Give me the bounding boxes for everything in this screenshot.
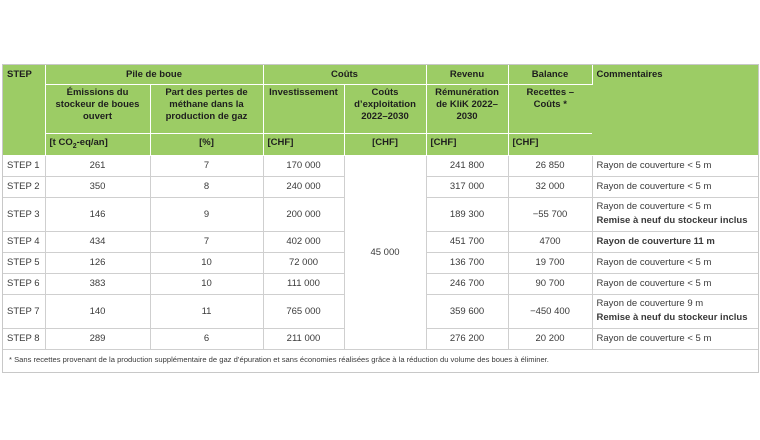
- cell-invest: 402 000: [263, 231, 344, 252]
- cell-comment: Rayon de couverture < 5 m: [592, 328, 758, 349]
- cell-remun: 359 600: [426, 294, 508, 328]
- header-group-couts: Coûts: [263, 65, 426, 85]
- header-part-pertes: Part des pertes de méthane dans la production de gaz: [150, 85, 263, 134]
- cell-comment: Rayon de couverture 11 m: [592, 231, 758, 252]
- cell-balance: 26 850: [508, 155, 592, 176]
- cell-emissions: 350: [45, 176, 150, 197]
- cell-comment: Rayon de couverture < 5 m: [592, 252, 758, 273]
- cell-comment: [592, 197, 758, 231]
- cell-remun: 451 700: [426, 231, 508, 252]
- unit-chf-exploitation: [CHF]: [344, 134, 426, 156]
- comment-line: Rayon de couverture < 5 m: [596, 201, 712, 213]
- cell-emissions: 383: [45, 273, 150, 294]
- header-recettes: Recettes – Coûts *: [508, 85, 592, 134]
- cell-remun: 276 200: [426, 328, 508, 349]
- cell-remun: 189 300: [426, 197, 508, 231]
- cell-emissions: 261: [45, 155, 150, 176]
- cell-emissions: 146: [45, 197, 150, 231]
- header-step: STEP: [3, 65, 45, 155]
- cell-comment: Rayon de couverture < 5 m: [592, 155, 758, 176]
- cell-balance: 90 700: [508, 273, 592, 294]
- unit-chf-remuneration: [CHF]: [426, 134, 508, 156]
- cell-pct: 10: [150, 273, 263, 294]
- cell-comment: Rayon de couverture < 5 m: [592, 273, 758, 294]
- header-group-revenu: Revenu: [426, 65, 508, 85]
- comment-line-bold: Remise à neuf du stockeur inclus: [596, 215, 748, 227]
- cell-remun: 241 800: [426, 155, 508, 176]
- cell-step: STEP 2: [3, 176, 45, 197]
- table-footnote: * Sans recettes provenant de la production supplémentaire de gaz d’épuration et sans économies réalisées grâce à la réduction du volume des boues à éliminer.: [9, 355, 549, 364]
- cell-couts-exploitation-merged: 45 000: [344, 155, 426, 349]
- header-group-balance: Balance: [508, 65, 592, 85]
- cell-balance: 20 200: [508, 328, 592, 349]
- cell-emissions: 434: [45, 231, 150, 252]
- unit-chf-balance: [CHF]: [508, 134, 592, 156]
- cell-pct: 7: [150, 155, 263, 176]
- cell-emissions: 140: [45, 294, 150, 328]
- header-commentaires: Commentaires: [592, 65, 758, 155]
- cell-step: STEP 4: [3, 231, 45, 252]
- cell-remun: 136 700: [426, 252, 508, 273]
- unit-emissions: [t $CO_2-eq/an$]: [45, 134, 150, 156]
- header-couts-exploitation: Coûts d’exploitation 2022–2030: [344, 85, 426, 134]
- header-remuneration: Rémunération de KliK 2022–2030: [426, 85, 508, 134]
- cell-step: STEP 6: [3, 273, 45, 294]
- unit-chf-invest: [CHF]: [263, 134, 344, 156]
- cell-step: STEP 3: [3, 197, 45, 231]
- header-investissement: Investissement: [263, 85, 344, 134]
- unit-pct: [%]: [150, 134, 263, 156]
- step-comparison-table: [3, 65, 758, 350]
- cell-emissions: 126: [45, 252, 150, 273]
- cell-step: STEP 5: [3, 252, 45, 273]
- cell-invest: 72 000: [263, 252, 344, 273]
- cell-balance: 32 000: [508, 176, 592, 197]
- cell-step: STEP 1: [3, 155, 45, 176]
- cell-invest: 200 000: [263, 197, 344, 231]
- cell-invest: 765 000: [263, 294, 344, 328]
- cell-balance: 19 700: [508, 252, 592, 273]
- cell-remun: 317 000: [426, 176, 508, 197]
- comment-line: Rayon de couverture 9 m: [596, 298, 704, 310]
- table-row: [3, 155, 758, 176]
- cell-pct: 9: [150, 197, 263, 231]
- cell-step: STEP 7: [3, 294, 45, 328]
- cell-balance: 4700: [508, 231, 592, 252]
- cell-balance: −450 400: [508, 294, 592, 328]
- cell-invest: 240 000: [263, 176, 344, 197]
- cell-remun: 246 700: [426, 273, 508, 294]
- table-body: [3, 155, 758, 349]
- cell-pct: 10: [150, 252, 263, 273]
- cell-invest: 211 000: [263, 328, 344, 349]
- cell-comment: [592, 294, 758, 328]
- cell-invest: 170 000: [263, 155, 344, 176]
- cell-step: STEP 8: [3, 328, 45, 349]
- cell-pct: 11: [150, 294, 263, 328]
- data-table-frame: [2, 64, 759, 373]
- cell-comment: Rayon de couverture < 5 m: [592, 176, 758, 197]
- cell-emissions: 289: [45, 328, 150, 349]
- cell-invest: 111 000: [263, 273, 344, 294]
- cell-pct: 6: [150, 328, 263, 349]
- cell-balance: −55 700: [508, 197, 592, 231]
- header-group-pile: Pile de boue: [45, 65, 263, 85]
- header-emissions: Émissions du stockeur de boues ouvert: [45, 85, 150, 134]
- comment-line-bold: Remise à neuf du stockeur inclus: [596, 312, 748, 324]
- table-header: [3, 65, 758, 155]
- cell-pct: 8: [150, 176, 263, 197]
- cell-pct: 7: [150, 231, 263, 252]
